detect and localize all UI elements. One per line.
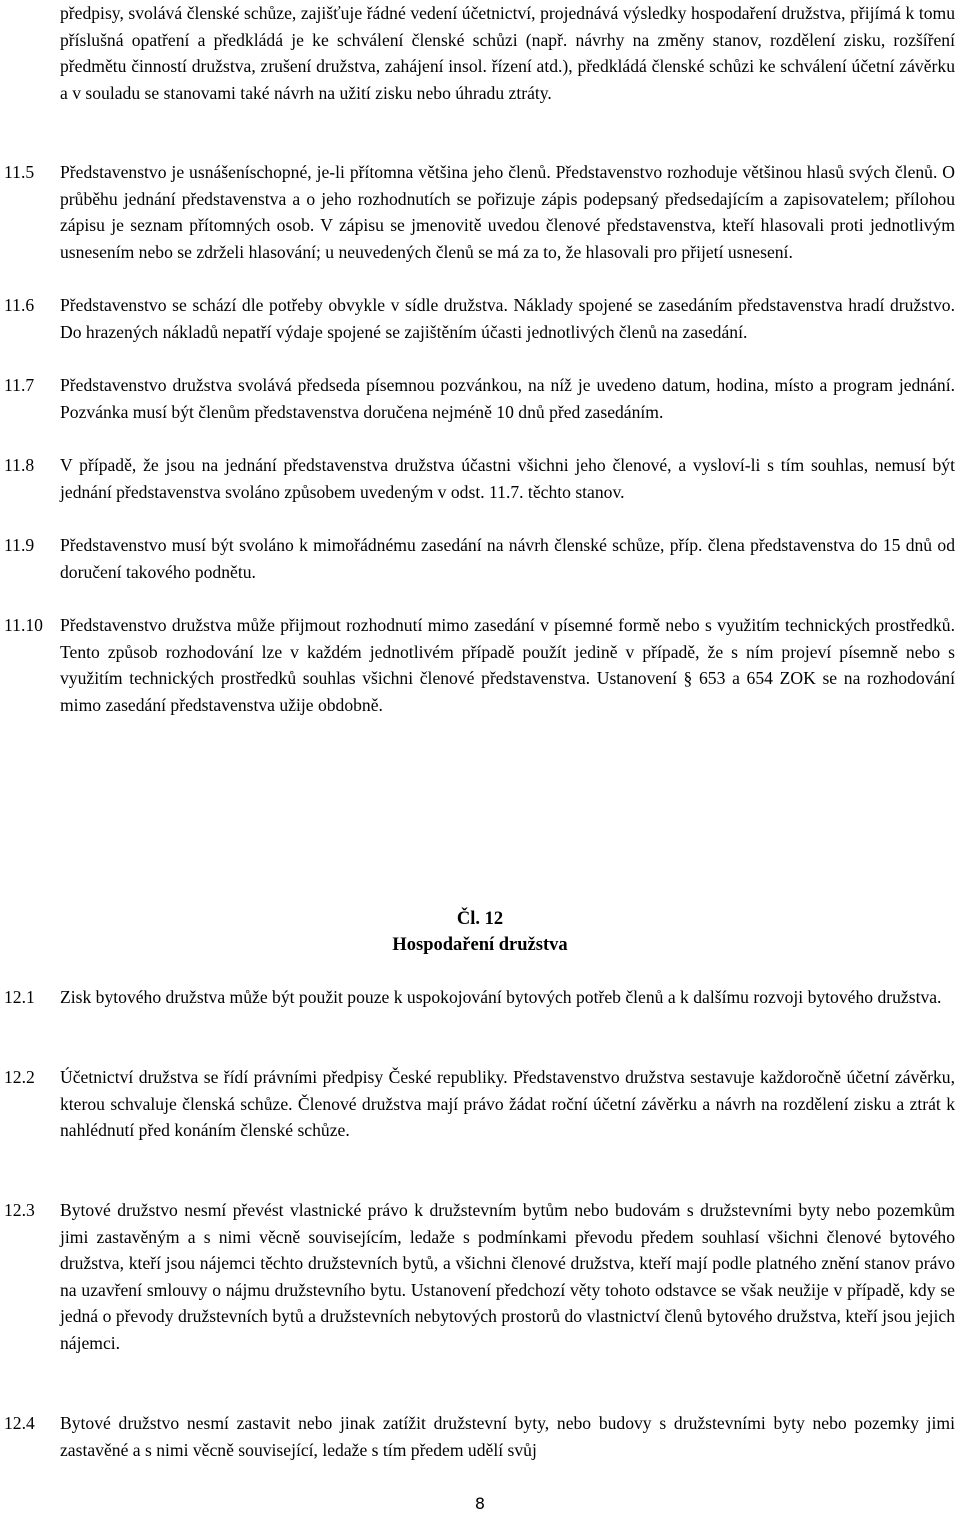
clause-text: V případě, že jsou na jednání představenstva družstva účastni všichni jeho členové, a vysloví-li s tím souhlas, nemusí být jednání představenstva svoláno způsobem uvedeným v odst. 11.7. těchto stanov. [60,455,955,502]
clause-11-10 [0,612,960,718]
article-number: Čl. 12 [456,909,504,929]
clause-11-8 [0,452,960,505]
clause-11-9 [0,532,960,585]
clause-text: Představenstvo družstva může přijmout rozhodnutí mimo zasedání v písemné formě nebo s využitím technických prostředků. Tento způsob rozhodování lze v každém jednotlivém případě použít jedině v případě, že s ním projeví písemně nebo s využitím technických prostředků souhlas všichni členové představenstva. Ustanovení § 653 a 654 ZOK se na rozhodování mimo zasedání představenstva užije obdobně. [60,615,955,715]
clause-number: 11.7 [4,375,35,395]
clause-text: Zisk bytového družstva může být použit pouze k uspokojování bytových potřeb členů a k dalšímu rozvoji bytového družstva. [60,987,942,1007]
article-title: Hospodaření družstva [392,935,568,955]
clause-number: 11.6 [4,295,35,315]
clause-text: Účetnictví družstva se řídí právními předpisy České republiky. Představenstvo družstva sestavuje každoročně účetní závěrku, kterou schvaluje členská schůze. Členové družstva mají právo žádat roční účetní závěrku a návrh na rozdělení zisku a ztrát k nahlédnutí před konáním členské schůze. [60,1067,955,1141]
clause-text: Představenstvo se schází dle potřeby obvykle v sídle družstva. Náklady spojené se zasedáním představenstva hradí družstvo. Do hrazených nákladů nepatří výdaje spojené se zajištěním účasti jednotlivých členů na zasedání. [60,295,955,342]
clause-text: Představenstvo musí být svoláno k mimořádnému zasedání na návrh členské schůze, příp. člena představenstva do 15 dnů od doručení takového podnětu. [60,535,955,582]
clause-number: 12.4 [4,1413,35,1433]
intro-paragraph: předpisy, svolává členské schůze, zajišťuje řádné vedení účetnictví, projednává výsledky hospodaření družstva, přijímá k tomu příslušná opatření a předkládá je ke schválení členské schůzi (např. návrhy na změny stanov, rozdělení zisku, rozšíření předmětu činností družstva, zrušení družstva, zahájení insol. řízení atd.), předkládá členské schůzi ke schválení účetní závěrku a v souladu se stanovami také návrh na užití zisku nebo úhradu ztráty. [60,3,955,103]
clause-12-3 [0,1197,960,1357]
clause-text: Představenstvo družstva svolává předseda písemnou pozvánkou, na níž je uvedeno datum, hodina, místo a program jednání. Pozvánka musí být členům představenstva doručena nejméně 10 dnů před zasedáním. [60,375,955,422]
clause-text: Bytové družstvo nesmí převést vlastnické právo k družstevním bytům nebo budovám s družstevními byty nebo pozemkům jimi zastavěným a s nimi věcně souvisejícím, ledaže s podmínkami převodu předem souhlasí všichni členové bytového družstva, kteří jsou nájemci těchto družstevních bytů, a všichni členové družstva, kteří mají podle platného znění stanov právo na uzavření smlouvy o nájmu družstevního bytu. Ustanovení předchozí věty tohoto odstavce se však neužije v případě, kdy se jedná o převody družstevních bytů a družstevních nebytových prostorů do vlastnictví členů bytového družstva, kteří jsou jejich nájemci. [60,1200,955,1353]
clause-number: 11.9 [4,535,35,555]
clause-text: Bytové družstvo nesmí zastavit nebo jinak zatížit družstevní byty, nebo budovy s družstevními byty nebo pozemky jimi zastavěné a s nimi věcně související, ledaže s tím předem udělí svůj [60,1413,955,1460]
clause-11-5 [0,159,960,265]
page-number: 8 [474,1494,486,1513]
clause-number: 12.2 [4,1067,35,1087]
clause-number: 11.10 [4,615,43,635]
clause-number: 11.5 [4,162,35,182]
clause-12-1 [0,984,960,1011]
clause-11-6 [0,292,960,345]
clause-11-7 [0,372,960,425]
clause-text: Představenstvo je usnášeníschopné, je-li přítomna většina jeho členů. Představenstvo rozhoduje většinou hlasů svých členů. O průběhu jednání představenstva a o jeho rozhodnutích se pořizuje zápis podepsaný předsedajícím a zapisovatelem; přílohou zápisu je seznam přítomných osob. V zápisu se jmenovitě uvedou členové představenstva, kteří hlasovali proti jednotlivým usnesením nebo se zdrželi hlasování; u neuvedených členů se má za to, že hlasovali pro přijetí usnesení. [60,162,955,262]
clause-12-4 [0,1410,960,1463]
clause-12-2 [0,1064,960,1144]
clause-number: 12.1 [4,987,35,1007]
clause-number: 12.3 [4,1200,35,1220]
clause-number: 11.8 [4,455,35,475]
